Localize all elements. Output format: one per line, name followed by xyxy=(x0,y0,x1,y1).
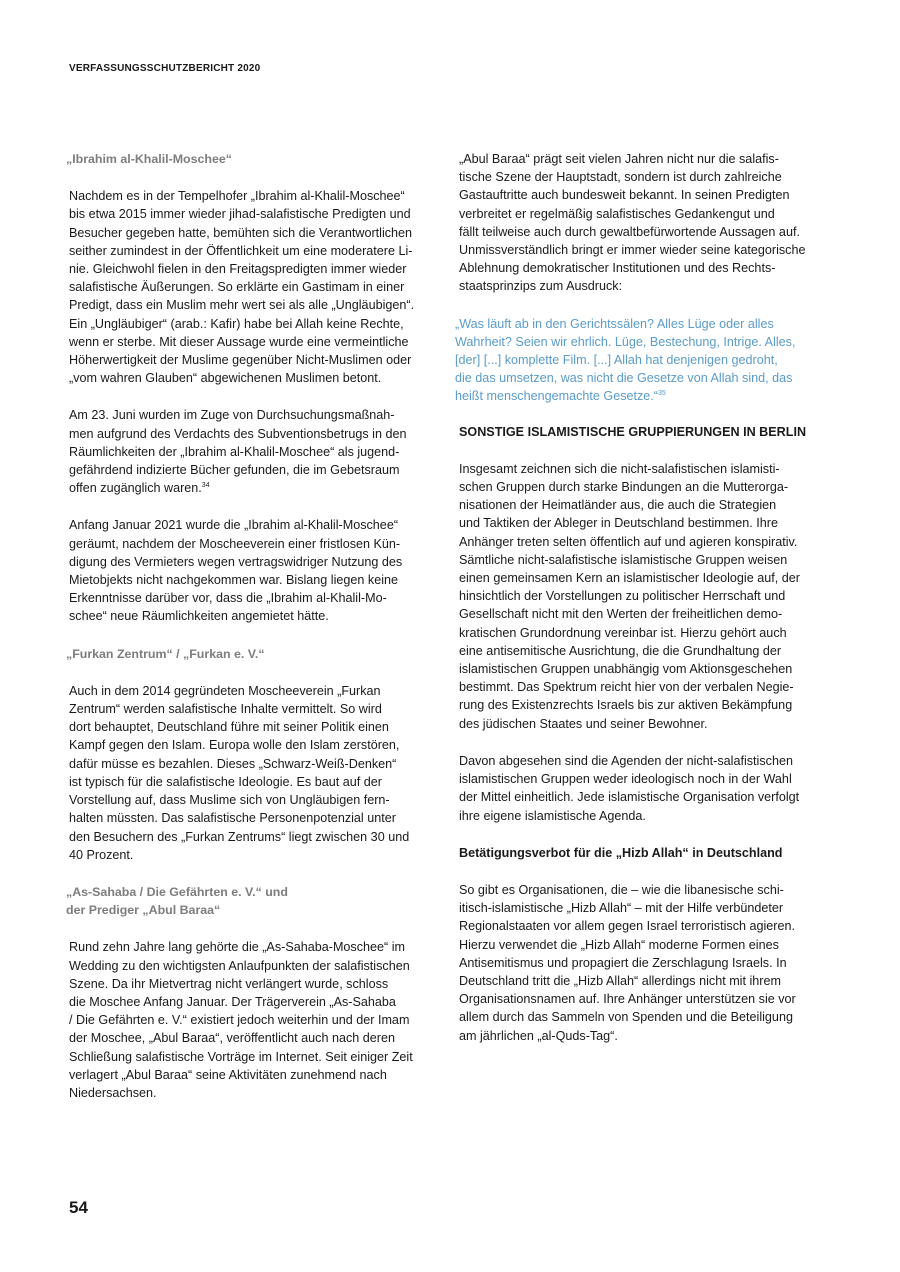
paragraph-abul-baraa: „Abul Baraa“ prägt seit vielen Jahren nicht nur die salafis- tische Szene der Hauptstadt, sondern ist durch zahlreiche Gastauftritte auch bundesweit bekannt. In seinen Predigten verbreitet er regelmäßig salafistisches Gedankengut und fällt teilweise auch durch gewaltbefürwortende Aussagen auf. Unmissverständlich bringt er immer wieder seine kategorische Ablehnung demokratischer Institutionen und des Rechts- staatsprinzips zum Ausdruck: xyxy=(459,152,806,294)
paragraph-ibrahim-1: Nachdem es in der Tempelhofer „Ibrahim al-Khalil-Moschee“ bis etwa 2015 immer wieder jihad-salafistische Predigten und Besucher gegeben hatte, bemühten sich die Verantwortlichen seither zumindest in der Öffentlichkeit um eine moderatere Li- nie. Gleichwohl fielen in den Freitagspredigten immer wieder salafistische Äußerungen. So erklärte ein Gastimam in einer Predigt, dass ein Muslim mehr wert sei als alle „Ungläubigen“. Ein „Ungläubiger“ (arab.: Kafir) habe bei Allah keine Rechte, wenn er sterbe. Mit dieser Aussage wurde eine vermeintliche Höherwertigkeit der Muslime gegenüber Nicht-Muslimen oder „vom wahren Glauben“ abgewichenen Muslimen betont. xyxy=(69,189,415,386)
paragraph-as-sahaba: Rund zehn Jahre lang gehörte die „As-Sahaba-Moschee“ im Wedding zu den wichtigsten Anlaufpunkten der salafistischen Szene. Da ihr Mietvertrag nicht verlängert wurde, schloss die Moschee Anfang Januar. Der Trägerverein „As-Sahaba / Die Gefährten e. V.“ existiert jedoch weiterhin und der Imam der Moschee, „Abul Baraa“, veröffentlicht auch nach deren Schließung salafistische Vorträge im Internet. Seit einiger Zeit verlagert „Abul Baraa“ seine Aktivitäten zunehmend nach Niedersachsen. xyxy=(69,940,413,1100)
running-header: VERFASSUNGSSCHUTZBERICHT 2020 xyxy=(69,63,261,74)
left-column xyxy=(66,150,441,1121)
paragraph-sonstige-2: Davon abgesehen sind die Agenden der nicht-salafistischen islamistischen Gruppen weder ideologisch noch in der Wahl der Mittel einheitlich. Jede islamistische Organisation verfolgt ihre eigene islamistische Agenda. xyxy=(459,753,800,823)
right-column xyxy=(455,150,835,1064)
quote-text: „Was läuft ab in den Gerichtssälen? Alles Lüge oder alles Wahrheit? Seien wir ehrlich. Lüge, Bestechung, Intrige. Alles, [der] [...] komplette Film. [...] Allah hat denjenigen gedroht, die das umsetzen, was nicht die Gesetze von Allah sind, das heißt menschengemachte Gesetze.“ xyxy=(455,316,796,404)
footnote-ref-35: 35 xyxy=(658,390,666,398)
page-number: 54 xyxy=(69,1198,88,1217)
paragraph-ibrahim-2-text: Am 23. Juni wurden im Zuge von Durchsuchungsmaßnah- men aufgrund des Verdachts des Subventionsbetrugs in den Räumlichkeiten der „Ibrahim al-Khalil-Moschee“ als jugend- gefährdend indizierte Bücher gefunden, die im Gebetsraum offen zugänglich waren. xyxy=(69,408,407,496)
paragraph-hizb-allah: So gibt es Organisationen, die – wie die libanesische schi- itisch-islamistische „Hizb Allah“ – mit der Hilfe verbündeter Regionalstaaten vor allem gegen Israel terroristisch agieren. Hierzu verwendet die „Hizb Allah“ moderne Formen eines Antisemitismus und propagiert die Zerschlagung Israels. In Deutschland tritt die „Hizb Allah“ allerdings nicht mit ihrem Organisationsnamen auf. Ihre Anhänger unterstützen sie vor allem durch das Sammeln von Spenden und die Beteiligung am jährlichen „al-Quds-Tag“. xyxy=(459,882,796,1043)
paragraph-furkan: Auch in dem 2014 gegründeten Moscheeverein „Furkan Zentrum“ werden salafistische Inhalte vermittelt. So wird dort behauptet, Deutschland führe mit seiner Politik einen Kampf gegen den Islam. Europa wolle den Islam zerstören, dafür müsse es bezahlen. Dieses „Schwarz-Weiß-Denken“ ist typisch für die salafistische Ideologie. Es baut auf der Vorstellung auf, dass Muslime sich von Ungläubigen fern- halten müssten. Das salafistische Personenpotenzial unter den Besuchern des „Furkan Zentrums“ liegt zwischen 30 und 40 Prozent. xyxy=(69,683,410,862)
footnote-ref-34: 34 xyxy=(201,482,210,490)
paragraph-ibrahim-2 xyxy=(69,406,441,497)
heading-as-sahaba: „As-Sahaba / Die Gefährten e. V.“ und der Prediger „Abul Baraa“ xyxy=(66,884,288,918)
paragraph-ibrahim-3: Anfang Januar 2021 wurde die „Ibrahim al-Khalil-Moschee“ geräumt, nachdem der Moscheeverein einer fristlosen Kün- digung des Vermieters wegen vertragswidriger Nutzung des Mietobjekts nicht nachgekommen war. Bislang liegen keine Erkenntnisse darüber vor, dass die „Ibrahim al-Khalil-Mo- schee“ neue Räumlichkeiten angemietet hätte. xyxy=(69,518,403,624)
heading-ibrahim-moschee: „Ibrahim al-Khalil-Moschee“ xyxy=(66,152,232,166)
section-heading-sonstige: SONSTIGE ISLAMISTISCHE GRUPPIERUNGEN IN BERLIN xyxy=(459,424,807,439)
paragraph-sonstige-1: Insgesamt zeichnen sich die nicht-salafistischen islamisti- schen Gruppen durch starke Bindungen an die Mutterorga- nisationen der Heimatländer aus, die auch die Strategien und Taktiken der Ableger in Deutschland bestimmen. Ihre Anhänger treten selten öffentlich auf und agieren konspirativ. Sämtliche nicht-salafistische islamistische Gruppen weisen einen gemeinsamen Kern an islamistischer Ideologie auf, der hinsichtlich der Vorstellungen zu politischer Herrschaft und Gesellschaft nicht mit den Werten der freiheitlichen demo- kratischen Grundordnung vereinbar ist. Hierzu gehört auch eine antisemitische Ausrichtung, die die Grundhaltung der islamistischen Gruppen unabhängig vom Aktionsgeschehen bestimmt. Das Spektrum reicht hier von der verbalen Negie- rung des Existenzrechts Israels bis zur aktiven Bekämpfung des jüdischen Staates und seiner Bewohner. xyxy=(459,461,800,731)
heading-furkan-zentrum: „Furkan Zentrum“ / „Furkan e. V.“ xyxy=(66,646,265,661)
quote-block xyxy=(455,315,835,406)
subheading-hizb-allah: Betätigungsverbot für die „Hizb Allah“ in Deutschland xyxy=(459,845,783,860)
